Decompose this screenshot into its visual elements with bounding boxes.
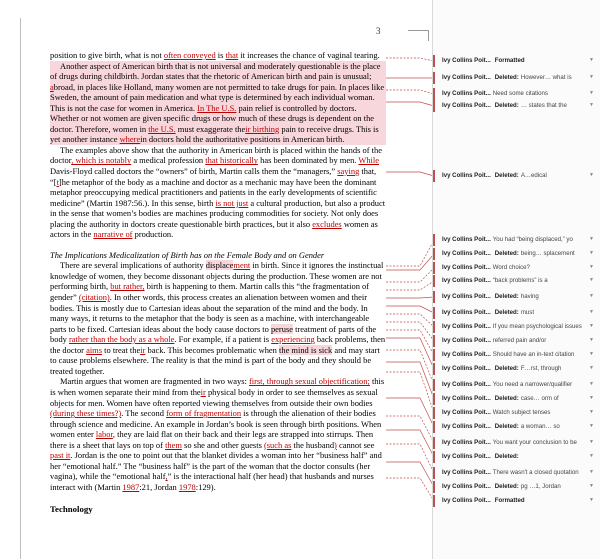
text-run: in birth. Since it ignores the instinctual knowledge of women, they become dissonant objects during the production. These women are not performing birth, [50,260,384,292]
revision-marker-bar [433,451,435,463]
revision-marker-bar [433,393,435,405]
text-run: women as actors in the [50,218,378,240]
text-run: . For example, if a patient is [174,334,272,345]
balloon-kind: Deleted: [494,483,519,490]
chevron-down-icon[interactable]: ▼ [589,277,594,283]
revision-connector [386,372,434,413]
tracked-insertion: past it [50,450,71,461]
tracked-insertion: 1978 [178,481,196,492]
tracked-insertion: is not just [215,197,249,208]
tracked-insertion: t [56,176,59,187]
text-run: treatment of parts of the body [50,323,377,345]
text-run: ]he metaphor of the body as a machine and doctor as a mechanic may have been the dominant metaphor preoccupying medical practitioners and patients in the early developments of scientific medicine” (Martin 1987:56.). In this sense, birth [50,176,377,208]
text-run: birth is happening to them. Martin calls this “the fragmentation of gender” [50,281,370,303]
revision-connector [386,416,434,443]
text-run: The Implications Medicalization of Birth has on the Female Body and on Gender [50,249,325,260]
balloon-author: Ivy Collins Poit... [442,277,491,284]
revision-balloon[interactable] [442,378,598,391]
chevron-down-icon[interactable]: ▼ [589,453,594,459]
tracked-insertion: narrative of [93,229,133,240]
text-run: is through the alienation of their bodies through science and medicine. An example in Jordan’s book is seen through birth positions. When women enter [50,408,382,440]
revision-connector [386,102,434,106]
balloon-kind: Deleted: [494,453,519,460]
revision-balloon[interactable] [442,334,598,347]
revision-balloon[interactable] [442,54,598,67]
revision-balloon[interactable] [442,348,598,361]
text-run: . In other words, this process creates an alienation between women and their bodies. This is mostly due to Cartesian ideas about the separation of the mind and the body. In many ways, it returns to the metaphor that the body is seen as a machine, with interchangeable parts to be fixed. Cartesian ideas about the body cause doctors to [50,292,370,334]
balloon-author: Ivy Collins Poit... [442,381,491,388]
balloon-kind: Deleted: [494,365,519,372]
balloon-author: Ivy Collins Poit... [442,351,491,358]
balloon-detail: … states that the [520,102,567,109]
balloon-detail: Word choice? [492,264,530,271]
text-run: so she and other guests [181,439,264,450]
revision-connector [386,297,434,298]
tracked-insertion: 1987 [122,481,140,492]
tracked-insertion: , which is notably [71,155,132,166]
revision-marker-bar [433,234,435,246]
balloon-kind: Formatted [494,57,525,64]
tracked-insertion: ment [233,260,251,271]
balloon-kind: Deleted: [494,309,519,316]
revision-balloon[interactable] [442,169,598,182]
chevron-down-icon[interactable]: ▼ [589,236,594,242]
tracked-insertion: excludes [312,218,342,229]
chevron-down-icon[interactable]: ▼ [589,323,594,329]
revision-connector [386,90,434,94]
text-run: There are several implications of authority [60,260,206,271]
tracked-insertion: aims [86,344,103,355]
balloon-detail: must [520,309,535,316]
revision-balloon[interactable] [442,362,598,375]
revision-connector [386,172,434,176]
tracked-insertion: , [165,471,168,482]
balloon-author: Ivy Collins Poit... [442,453,491,460]
chevron-down-icon[interactable]: ▼ [589,57,594,63]
balloon-author: Ivy Collins Poit... [442,469,491,476]
commented-text: the mind is sick [279,344,333,355]
chevron-down-icon[interactable]: ▼ [589,483,594,489]
balloon-detail: There wasn't a closed quotation [492,469,579,476]
balloon-kind: Deleted: [494,293,519,300]
text-run: has been dominated by men. [258,155,359,166]
revision-connector [386,430,434,457]
balloon-detail: pg …1, Jordan [520,483,561,490]
revision-balloon[interactable] [442,261,598,274]
balloon-author: Ivy Collins Poit... [442,74,491,81]
revision-connector [386,314,434,327]
revision-marker-bar [433,349,435,361]
revision-marker-bar [433,262,435,274]
chevron-down-icon[interactable]: ▼ [589,293,594,299]
chevron-down-icon[interactable]: ▼ [589,469,594,475]
text-run: production. [132,229,174,240]
text-run: ” is the interactional half (her head) that husbands and nurses interact with (Martin [50,471,374,492]
page-number: 3 [376,26,381,36]
balloon-author: Ivy Collins Poit... [442,57,491,64]
text-run: position to give birth, what is not [50,50,164,60]
tracked-insertion: that [225,50,239,60]
text-run: The examples above show that the authority in American birth is placed within the hands of the doctor [50,144,382,166]
balloon-author: Ivy Collins Poit... [442,90,491,97]
text-run: back. This becomes problematic when [145,344,280,355]
revision-connector [386,462,434,487]
revision-balloon[interactable] [442,466,598,479]
tracked-insertion: saying [337,166,360,177]
revision-marker-bar [433,291,435,303]
balloon-detail: being… splacement [520,250,575,257]
balloon-kind: Deleted: [494,250,519,257]
revision-balloon[interactable] [442,406,598,419]
revision-marker-bar [433,100,435,112]
balloon-author: Ivy Collins Poit... [442,497,491,504]
balloon-kind: Deleted: [494,74,519,81]
revision-balloon[interactable] [442,494,598,507]
tracked-insertion: the U.S. [148,123,176,134]
tracked-insertion: In The U.S. [197,102,237,113]
text-run: . Jordan is the one to point out that the blanket divides a woman into her “business half” and her “emotional half.” The “business half” is the part of the woman that the doctor consults (her vagina), while the “emotional half [50,450,382,482]
text-run: pain relief is controlled by doctors. Whether or not women are given specific drugs or how much of these drugs is dependent on the doctor. Therefore, women in [50,102,375,134]
tracked-insertion: ir [200,386,206,397]
balloon-kind: Deleted: [494,395,519,402]
revision-marker-bar [433,407,435,419]
balloon-kind: Formatted [494,497,525,504]
revision-marker-bar [433,55,435,67]
tracked-insertion: that historically [205,155,258,166]
tracked-insertion: (citation) [78,292,110,303]
tracked-insertion: ir [140,344,146,355]
balloon-author: Ivy Collins Poit... [442,236,491,243]
chevron-down-icon[interactable]: ▼ [589,395,594,401]
chevron-down-icon[interactable]: ▼ [589,337,594,343]
chevron-down-icon[interactable]: ▼ [589,439,594,445]
balloon-detail: case… orm of [520,395,559,402]
text-run: cannot see [336,439,375,450]
revision-marker-bar [433,321,435,333]
balloon-author: Ivy Collins Poit... [442,309,491,316]
balloon-detail: a woman… so [520,423,560,430]
chevron-down-icon[interactable]: ▼ [589,250,594,256]
revision-marker-bar [433,481,435,493]
balloon-detail: “back problems” is a [492,277,548,284]
revision-marker-bar [433,363,435,375]
commented-text: peruse [270,323,293,334]
revision-balloon[interactable] [442,71,598,84]
balloon-author: Ivy Collins Poit... [442,439,491,446]
revision-balloon[interactable] [442,436,598,449]
revision-balloon[interactable] [442,392,598,405]
revision-balloon[interactable] [442,320,598,333]
chevron-down-icon[interactable]: ▼ [589,102,594,108]
revision-marker-bar [433,437,435,449]
revision-connector [386,398,434,427]
revision-connector [386,444,434,473]
tracked-insertion: (during these times?) [50,408,122,419]
revision-marker-bar [433,88,435,100]
tracked-insertion: While [358,155,379,166]
revision-marker-bar [433,495,435,507]
text-run: and may start to cause problems elsewhere. The reality is that the mind is part of the body and they should be treated together. [50,344,380,376]
text-run: broad, in places like Holland, many women are not permitted to take drugs for pain. In places like Sweden, the amount of pain medication and what type is determined by each individual woman. This is not the case for women in America. [50,81,385,113]
revision-marker-bar [433,379,435,391]
text-run: must exaggerate the [175,123,246,134]
text-run: back problems, then the doctor [50,334,386,355]
tracked-insertion: ) [334,439,337,450]
text-run: Martin argues that women are fragmented in two ways: [60,376,249,387]
revision-balloon[interactable] [442,450,598,463]
balloon-detail: having [520,293,539,300]
text-run: Technology [50,504,93,515]
balloon-author: Ivy Collins Poit... [442,483,491,490]
text-run: pain to receive drugs. This is yet another instance [50,123,379,145]
balloon-author: Ivy Collins Poit... [442,172,491,179]
balloon-detail: However… what is [520,74,572,81]
balloon-kind: Deleted: [494,423,519,430]
balloon-author: Ivy Collins Poit... [442,293,491,300]
text-run: :129). [195,481,216,492]
revision-balloon[interactable] [442,99,598,112]
chevron-down-icon[interactable]: ▼ [589,264,594,270]
balloon-detail: You had “being displaced,” yo [492,236,573,243]
revision-balloon[interactable] [442,306,598,319]
balloon-author: Ivy Collins Poit... [442,102,491,109]
text-run: Davis-Floyd called doctors the “owners” of birth, Martin calls them the “managers,” [50,166,338,177]
tracked-insertion: first, through sexual objectification; [248,376,370,387]
tracked-insertion: (such as [263,439,292,450]
revision-marker-bar [433,421,435,433]
chevron-down-icon[interactable]: ▼ [589,365,594,371]
text-run: it increases the chance of vaginal tearing. [238,50,380,60]
revision-balloon[interactable] [442,420,598,433]
revision-balloon[interactable] [442,247,598,260]
revision-marker-bar [433,335,435,347]
revision-balloon[interactable] [442,274,598,287]
revision-connector [386,478,434,501]
balloon-detail: Watch subject tenses [492,409,551,416]
text-run: this is when women separate their mind from the [50,376,385,397]
balloon-author: Ivy Collins Poit... [442,365,491,372]
revision-marker-bar [433,248,435,260]
text-run: a cultural production, but also a product in the sense that women’s bodies are machines producing commodities for society. Not only does placing the authority in doctors create questionable birth practices, but it also [50,197,386,229]
revision-balloon[interactable] [442,480,598,493]
chevron-down-icon[interactable]: ▼ [589,172,594,178]
tracked-insertion: experiencing [271,334,315,345]
commented-text: displace [205,260,234,271]
revision-marker-bar [433,307,435,319]
tracked-insertion: where [119,134,141,145]
tracked-insertion: labor [95,429,113,440]
revision-connector [386,338,434,369]
text-run: to treat the [102,344,141,355]
chevron-down-icon[interactable]: ▼ [589,423,594,429]
chevron-down-icon[interactable]: ▼ [589,381,594,387]
balloon-author: Ivy Collins Poit... [442,323,491,330]
balloon-detail: You need a narrower/qualifier [492,381,573,388]
balloon-author: Ivy Collins Poit... [442,409,491,416]
balloon-author: Ivy Collins Poit... [442,337,491,344]
text-run: Another aspect of American birth that is not universal and moderately questionable is the place of drugs during childbirth. Jordan states that the rhetoric of American birth and pain is unusual; [50,60,381,82]
revision-marker-bar [433,170,435,182]
revision-marker-bar [433,467,435,479]
revision-balloon[interactable] [442,233,598,246]
text-run: . The second [121,408,167,419]
balloon-kind: Deleted: [494,172,519,179]
balloon-author: Ivy Collins Poit... [442,395,491,402]
balloon-detail: F…rst, through [520,365,562,372]
balloon-detail: Need some citations [492,90,548,97]
balloon-author: Ivy Collins Poit... [442,264,491,271]
tracked-insertion: rather than the body as a whole [68,334,175,345]
text-run: , they are laid flat on their back and their legs are strapped into stirrups. Then there is a sheet that lays on top of [50,429,374,450]
text-run: physical body in order to see themselves as sexual objects for men. Women have often reported viewing themselves from outside their own bodies [50,386,378,408]
balloon-detail: You want your conclusion to be [492,439,577,446]
text-run: a medical profession [131,155,206,166]
balloon-detail: If you mean psychological issues [492,323,582,330]
tracked-insertion: a [50,81,54,92]
chevron-down-icon[interactable]: ▼ [589,409,594,415]
balloon-author: Ivy Collins Poit... [442,423,491,430]
chevron-down-icon[interactable]: ▼ [589,497,594,503]
balloon-detail: A…edical [520,172,547,179]
revision-connector [386,254,434,270]
balloon-kind: Deleted: [494,102,519,109]
revision-marker-bar [433,275,435,287]
text-run: :21, Jordan [139,481,179,492]
chevron-down-icon[interactable]: ▼ [589,309,594,315]
revision-connector [386,58,434,61]
chevron-down-icon[interactable]: ▼ [589,90,594,96]
revision-marker-bar [433,72,435,84]
tracked-insertion: often conveyed [163,50,216,60]
balloon-author: Ivy Collins Poit... [442,250,491,257]
balloon-detail: Should have an in-text citation [492,351,575,358]
chevron-down-icon[interactable]: ▼ [589,351,594,357]
tracked-insertion: form of fragmentation [166,408,242,419]
revision-connector [386,306,434,313]
tracked-insertion: ir birthing [245,123,280,134]
revision-balloon[interactable] [442,290,598,303]
text-run: is [215,50,226,60]
tracked-insertion: but rather, [110,281,145,292]
text-run: that, “[ [50,166,377,187]
chevron-down-icon[interactable]: ▼ [589,74,594,80]
tracked-insertion: them [165,439,182,450]
text-run: in doctors hold the authoritative positions in American birth. [140,134,345,145]
revision-connector [386,330,434,355]
text-run: the husband [291,439,335,450]
balloon-detail: referred pain and/or [492,337,547,344]
